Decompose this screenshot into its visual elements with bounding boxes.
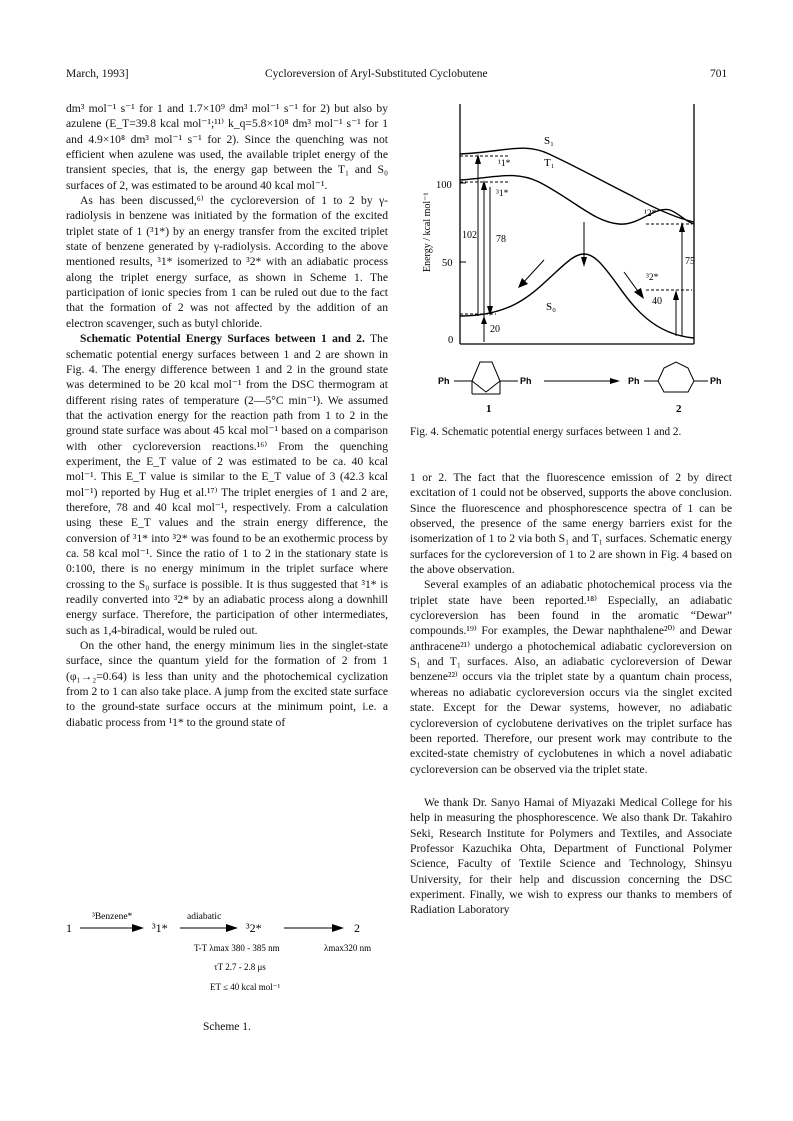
state-label: ³1* (496, 189, 509, 199)
value-label: 75 (685, 256, 695, 267)
y-tick-label: 0 (448, 335, 454, 346)
y-axis-label: Energy / kcal mol⁻¹ (422, 192, 433, 272)
s0-label: S₀ (546, 301, 556, 313)
s1-label: S₁ (544, 135, 554, 147)
scheme-product: 2 (354, 921, 360, 935)
value-label: 20 (490, 324, 500, 335)
paragraph (66, 331, 388, 638)
compound-number: 1 (486, 403, 492, 412)
paragraph-text: The schematic potential energy surfaces between 1 and 2 are shown in Fig. 4. The energy difference between 1 and 2 in the ground state was determined to be 20 kcal mol⁻¹ from the DSC thermogram at different rising rates of temperature (2—5°C min⁻¹). We assumed that the activation energy for the reaction path from 1 to 2 in the ground state surface was about 45 kcal mol⁻¹ based on a comparison with other cycloreversion reactions.¹⁶⁾ From the quenching experiment, the E_T value of 2 was estimated to be ca. 40 kcal mol⁻¹. This E_T value is similar to the E_T value of 3 (42.3 kcal mol⁻¹) reported by Hug et al.¹⁷⁾ The triplet energies of 1 and 2 are, therefore, 78 and 40 kcal mol⁻¹, respectively. From a calculation using these E_T values and the strain energy difference, the conversion of ³1* into ³2* was found to be an exothermic process by ca. 58 kcal mol⁻¹. Since the ratio of 1 to 2 in the stationary state is 0:100, there is no energy minimum in the triplet surface where crossing to the S₀ surface is possible. It is thus suggested that ³1* is readily converted into ³2* by an adiabatic process along a downhill energy surface. Therefore, the participation of other intermediates, such as 1,4-biradical, would be ruled out. (66, 332, 388, 637)
phenyl-label: Ph (628, 376, 640, 386)
phenyl-label: Ph (710, 376, 722, 386)
phenyl-label: Ph (520, 376, 532, 386)
scheme-note: T-T λmax 380 - 385 nm (194, 943, 280, 953)
compound-number: 2 (676, 403, 682, 412)
scheme-intermediate: ³2* (246, 921, 262, 935)
state-label: ¹1* (498, 159, 511, 169)
right-column (410, 470, 732, 918)
state-label: ¹2* (644, 209, 657, 219)
value-label: 78 (496, 234, 506, 245)
t1-label: T₁ (544, 157, 555, 169)
paragraph: As has been discussed,⁶⁾ the cycloreversion of 1 to 2 by γ-radiolysis in benzene was initiated by the formation of the excited triplet state of 1 (³1*) by an energy transfer from the excited triplet state of benzene generated by γ-radiolysis. According to the above mentioned results, ³1* isomerized to ³2* with an adiabatic process along the triplet energy surface, as shown in Scheme 1. The participation of ionic species from 1 can be ruled out due to the fact that the formation of 2 was not affected by the addition of an electron scavenger, such as butyl chloride. (66, 194, 388, 330)
value-label: 40 (652, 296, 662, 307)
scheme-arrow-label: ³Benzene* (92, 912, 133, 922)
scheme-note: λmax320 nm (324, 943, 372, 953)
state-label: ³2* (646, 273, 659, 283)
scheme-start: 1 (66, 921, 72, 935)
paragraph: Several examples of an adiabatic photochemical process via the triplet state have been reported.¹⁸⁾ Especially, an adiabatic cycloreversion has been found in the aromatic “Dewar” compounds.¹⁹⁾ For examples, the Dewar naphthalene²⁰⁾ and Dewar anthracene²¹⁾ undergo a photochemical adiabatic cycloreversion on S₁ and T₁ surfaces. Also, an adiabatic cycloreversion of Dewar benzene²²⁾ occurs via the triplet state by a quantum chain process, whereas no adiabatic cycloreversion occurs via the singlet excited state. Except for the Dewar systems, however, no adiabatic cycloreversion of cyclobutene derivatives on the triplet surface has been reported. Therefore, our present work may contribute to the excited-state chemistry of cyclobutenes in which a novel adiabatic cycloreversion can be observed via the triplet state. (410, 578, 732, 776)
paragraph: On the other hand, the energy minimum lies in the singlet-state surface, since the quantum yield for the formation of 2 from 1 (φ₁→₂=0.64) is less than unity and the photochemical cyclization from 2 to 1 can also take place. A jump from the excited state surface to the ground-state surface occurs at the minimum point, i.e. a diabatic process from ¹1* to the ground state of (66, 639, 388, 729)
paragraph: dm³ mol⁻¹ s⁻¹ for 1 and 1.7×10⁹ dm³ mol⁻¹ s⁻¹ for 2) but also by azulene (E_T=39.8 kcal mol⁻¹;¹¹⁾ k_q=5.8×10⁸ dm³ mol⁻¹ s⁻¹ for 1 and 4.9×10⁸ dm³ mol⁻¹ s⁻¹ for 2). Since the quenching was not efficient when azulene was used, the available triplet energy of the transient species, that is, the energy gap between the T₁ and S₀ surfaces of 2, was estimated to be around 40 kcal mol⁻¹. (66, 102, 388, 192)
header-left: March, 1993] (66, 68, 129, 80)
scheme-note: τT 2.7 - 2.8 μs (214, 962, 266, 972)
t1-curve (460, 176, 694, 225)
figure-caption: Fig. 4. Schematic potential energy surfaces between 1 and 2. (410, 426, 682, 438)
scheme-caption: Scheme 1. (203, 1021, 251, 1033)
page-number: 701 (710, 68, 728, 80)
scheme-arrow-label: adiabatic (187, 912, 222, 922)
y-tick-label: 50 (442, 258, 453, 269)
value-label: 102 (462, 230, 477, 241)
left-column (66, 101, 388, 730)
section-heading: Schematic Potential Energy Surfaces between 1 and 2. (80, 332, 365, 346)
paragraph: 1 or 2. The fact that the fluorescence emission of 2 by direct excitation of 1 could not be observed, supports the above conclusion. Since the fluorescence and phosphorescence spectra of 1 can be observed, the presence of the same energy barriers exist for the isomerization of 1 to 2 via both S₁ and T₁ surfaces. Schematic energy surfaces for the cycloreversion of 1 to 2 are shown in Fig. 4 based on the above observation. (410, 471, 732, 577)
phenyl-label: Ph (438, 376, 450, 386)
scheme-note: ET ≤ 40 kcal mol⁻¹ (210, 982, 281, 992)
paragraph: We thank Dr. Sanyo Hamai of Miyazaki Medical College for his help in measuring the phosphorescence. We also thank Dr. Takahiro Seki, Research Institute for Polymers and Textiles, and Associate Professor Kazuchika Ohta, Department of Functional Polymer Science, Faculty of Textile Science and Technology, Shinsyu University, for their help and discussion concerning the DSC experiment. Finally, we wish to express our thanks to members of Radiation Laboratory (410, 795, 732, 917)
header-title: Cycloreversion of Aryl-Substituted Cyclobutene (265, 68, 488, 80)
y-tick-label: 100 (436, 180, 452, 191)
figure-4 (414, 92, 734, 412)
scheme-intermediate: ³1* (152, 921, 168, 935)
